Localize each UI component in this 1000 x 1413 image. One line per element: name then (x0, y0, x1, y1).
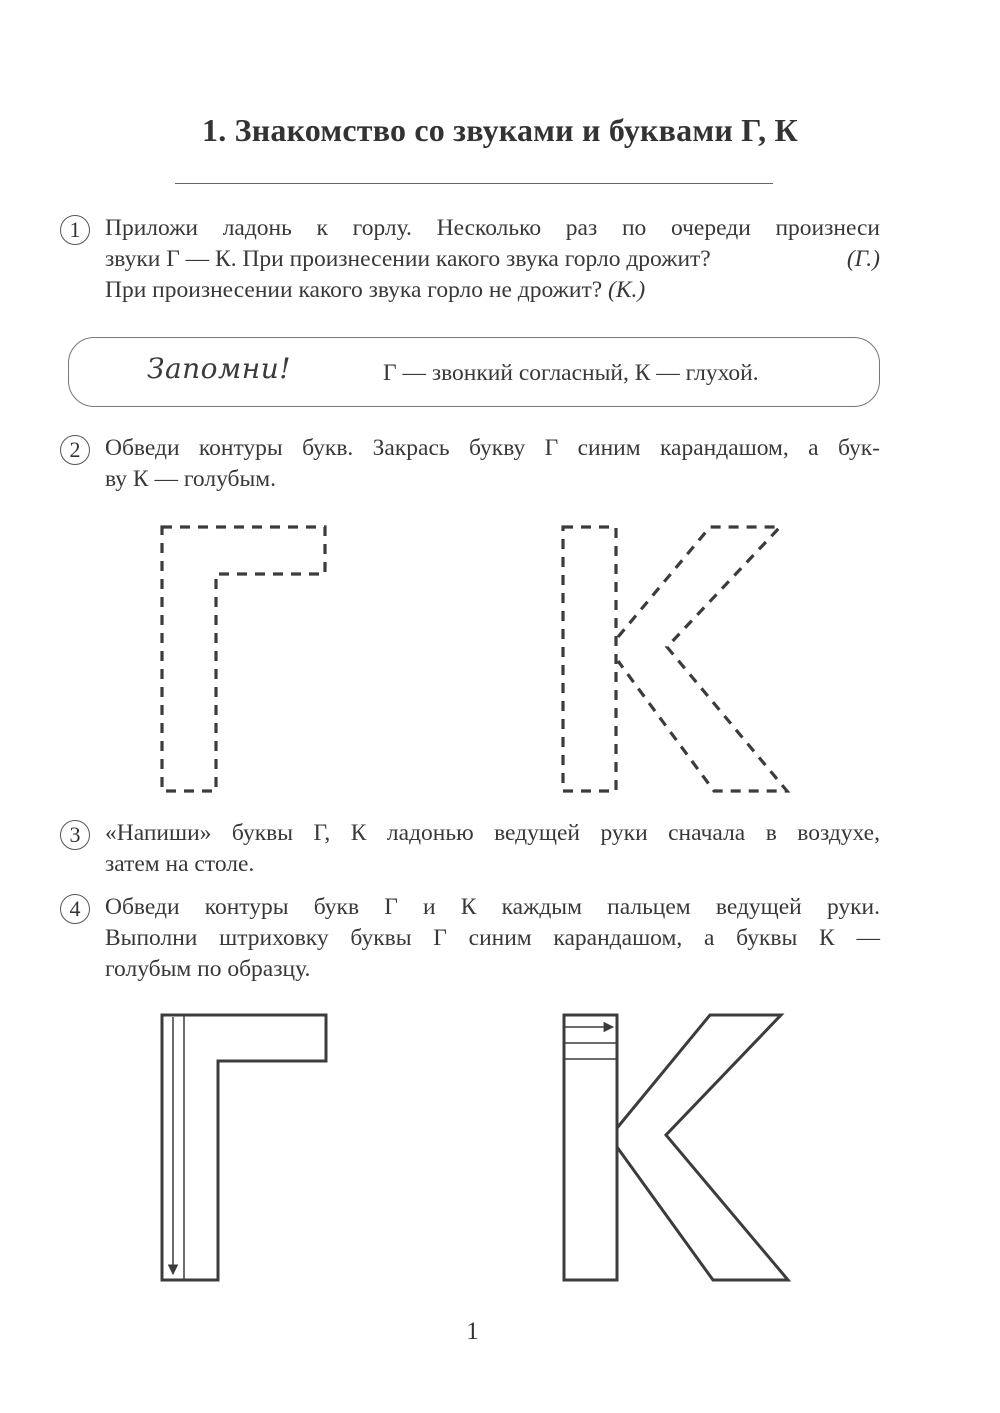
task-line: «Напиши» буквы Г, К ладонью ведущей руки сначала в воздухе, (105, 820, 880, 846)
page-title: 1. Знакомство со звуками и буквами Г, К (202, 112, 798, 148)
task-number-badge: 3 (60, 820, 90, 850)
task-line: ву К — голубым. (105, 466, 276, 492)
task-line: Приложи ладонь к горлу. Несколько раз по очереди произнеси (105, 215, 880, 241)
task-line: При произнесении какого звука горло не дрожит? (105, 277, 603, 303)
dashed-letter-k-outline[interactable] (563, 527, 787, 791)
memo-label: Запомни! (147, 352, 291, 385)
memo-text: Г — звонкий согласный, К — глухой. (383, 360, 759, 386)
task-line: затем на столе. (105, 851, 255, 877)
dashed-letter-g-outline[interactable] (162, 527, 325, 791)
task-number-badge: 4 (60, 894, 90, 924)
task-line: голубым по образцу. (105, 956, 311, 982)
answer-text: (К.) (608, 277, 646, 303)
task-line: Выполни штриховку буквы Г синим карандашом, а буквы К — (105, 925, 880, 951)
task-line: Обведи контуры букв Г и К каждым пальцем ведущей руки. (105, 894, 880, 920)
page-number: 1 (466, 1318, 479, 1345)
task-number-badge: 2 (60, 435, 90, 465)
solid-letter-k-outline[interactable] (564, 1015, 788, 1280)
task-line: Обведи контуры букв. Закрась букву Г синим карандашом, а бук- (105, 435, 880, 461)
task-line: звуки Г — К. При произнесении какого звука горло дрожит? (105, 246, 711, 272)
solid-letter-g-outline[interactable] (162, 1015, 326, 1280)
task-number-badge: 1 (60, 215, 90, 245)
answer-text: (Г.) (846, 246, 880, 272)
